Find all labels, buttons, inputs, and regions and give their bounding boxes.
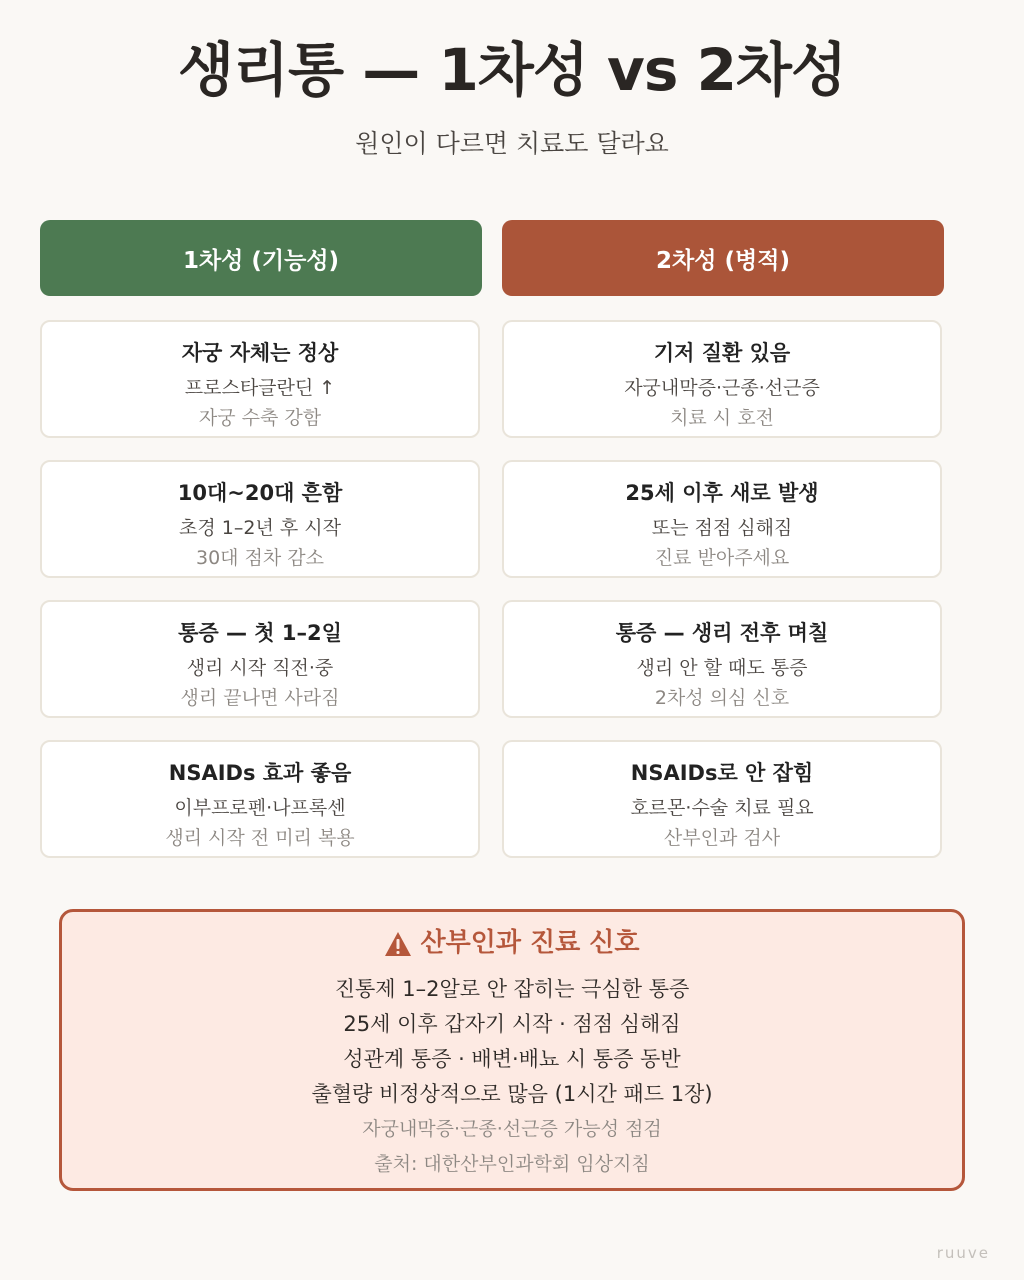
card-title: NSAIDs 효과 좋음 <box>168 761 352 785</box>
card-detail: 자궁내막증·근종·선근증 <box>624 377 820 399</box>
card-note: 2차성 의심 신호 <box>654 687 790 709</box>
page-subtitle: 원인이 다르면 치료도 달라요 <box>355 129 669 158</box>
warning-title: 산부인과 진료 신호 <box>420 928 640 958</box>
source-citation: 출처: 대한산부인과학회 임상지침 <box>374 1153 650 1175</box>
warning-sign-1: 진통제 1–2알로 안 잡히는 극심한 통증 <box>334 977 690 1001</box>
primary-column-header-label: 1차성 (기능성) <box>182 247 340 274</box>
warning-box <box>59 909 965 1191</box>
card-detail: 호르몬·수술 치료 필요 <box>630 797 814 819</box>
card-title: 자궁 자체는 정상 <box>181 341 339 365</box>
primary-card-cause <box>40 320 480 438</box>
warning-triangle-icon <box>384 930 412 956</box>
secondary-column-header-label: 2차성 (병적) <box>656 247 790 274</box>
brand-watermark: ruuve <box>936 1244 990 1262</box>
card-title: 기저 질환 있음 <box>653 341 791 365</box>
card-note: 생리 시작 전 미리 복용 <box>165 827 355 849</box>
warning-sign-3: 성관계 통증 · 배변·배뇨 시 통증 동반 <box>343 1047 681 1071</box>
card-detail: 초경 1–2년 후 시작 <box>179 517 341 539</box>
card-detail: 프로스타글란딘 ↑ <box>184 377 336 399</box>
card-note: 생리 끝나면 사라짐 <box>180 687 340 709</box>
primary-column-header <box>40 220 482 296</box>
card-title: 25세 이후 새로 발생 <box>625 481 819 505</box>
warning-sign-2: 25세 이후 갑자기 시작 · 점점 심해짐 <box>343 1012 681 1036</box>
warning-sign-4: 출혈량 비정상적으로 많음 (1시간 패드 1장) <box>311 1082 713 1106</box>
secondary-column-header <box>502 220 944 296</box>
card-note: 자궁 수축 강함 <box>198 407 322 429</box>
card-title: 통증 — 생리 전후 며칠 <box>615 621 829 645</box>
page-title: 생리통 — 1차성 vs 2차성 <box>177 36 846 104</box>
card-title: 10대~20대 흔함 <box>177 481 343 505</box>
secondary-card-treatment <box>502 740 942 858</box>
primary-card-pain-timing <box>40 600 480 718</box>
card-note: 30대 점차 감소 <box>195 547 325 569</box>
secondary-card-pain-timing <box>502 600 942 718</box>
card-title: 통증 — 첫 1–2일 <box>178 621 342 645</box>
card-note: 치료 시 호전 <box>670 407 774 429</box>
card-note: 진료 받아주세요 <box>654 547 790 569</box>
card-detail: 이부프로펜·나프록센 <box>174 797 346 819</box>
card-detail: 또는 점점 심해짐 <box>651 517 793 539</box>
card-detail: 생리 시작 직전·중 <box>186 657 334 679</box>
card-detail: 생리 안 할 때도 통증 <box>636 657 808 679</box>
card-note: 산부인과 검사 <box>663 827 781 849</box>
warning-note: 자궁내막증·근종·선근증 가능성 점검 <box>362 1118 662 1140</box>
primary-card-age <box>40 460 480 578</box>
secondary-card-cause <box>502 320 942 438</box>
primary-card-treatment <box>40 740 480 858</box>
warning-title-row <box>62 924 962 962</box>
card-title: NSAIDs로 안 잡힘 <box>630 761 814 785</box>
secondary-card-age <box>502 460 942 578</box>
